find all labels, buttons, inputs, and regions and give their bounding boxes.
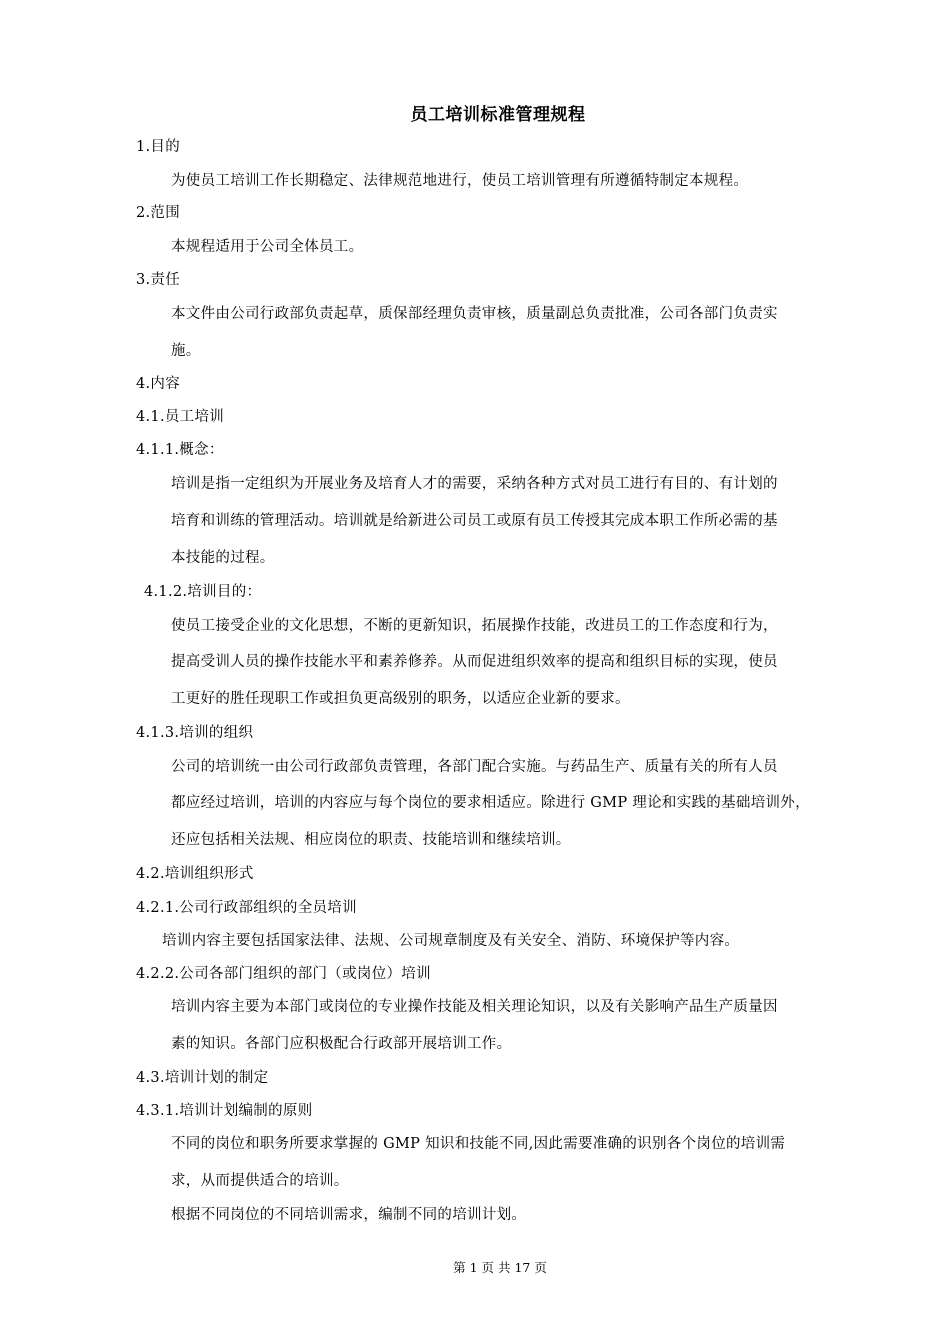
section-heading: 4.1.3.培训的组织 [136, 725, 254, 741]
section-heading: 4.2.培训组织形式 [136, 866, 254, 882]
section-heading: 4.1.员工培训 [136, 409, 225, 425]
section-heading: 4.1.2.培训目的： [144, 584, 262, 600]
paragraph-line: 根据不同岗位的不同培训需求，编制不同的培训计划。 [171, 1207, 527, 1223]
paragraph-line: 培训是指一定组织为开展业务及培育人才的需要，采纳各种方式对员工进行有目的、有计划的 [171, 476, 778, 492]
paragraph-line: 培育和训练的管理活动。培训就是给新进公司员工或原有员工传授其完成本职工作所必需的基 [171, 513, 778, 529]
paragraph-line: 为使员工培训工作长期稳定、法律规范地进行，使员工培训管理有所遵循特制定本规程。 [171, 173, 749, 189]
section-heading: 2.范围 [136, 205, 181, 221]
paragraph-line: 本技能的过程。 [171, 550, 275, 566]
section-heading: 4.内容 [136, 376, 181, 392]
paragraph-line: 施。 [171, 343, 201, 359]
paragraph-line: 培训内容主要包括国家法律、法规、公司规章制度及有关安全、消防、环境保护等内容。 [162, 933, 740, 949]
section-heading: 4.3.1.培训计划编制的原则 [136, 1103, 313, 1119]
paragraph-line: 提高受训人员的操作技能水平和素养修养。从而促进组织效率的提高和组织目标的实现，使员 [171, 654, 778, 670]
section-heading: 1.目的 [136, 139, 181, 155]
paragraph-line: 还应包括相关法规、相应岗位的职责、技能培训和继续培训。 [171, 832, 571, 848]
section-heading: 4.1.1.概念： [136, 442, 224, 458]
paragraph-line: 工更好的胜任现职工作或担负更高级别的职务，以适应企业新的要求。 [171, 691, 630, 707]
paragraph-line: 都应经过培训，培训的内容应与每个岗位的要求相适应。除进行 GMP 理论和实践的基础培训外， [171, 795, 810, 811]
paragraph-line: 培训内容主要为本部门或岗位的专业操作技能及相关理论知识，以及有关影响产品生产质量因 [171, 999, 778, 1015]
section-heading: 3.责任 [136, 272, 181, 288]
paragraph-line: 不同的岗位和职务所要求掌握的 GMP 知识和技能不同,因此需要准确的识别各个岗位的培训需 [171, 1136, 786, 1152]
paragraph-line: 求，从而提供适合的培训。 [171, 1173, 349, 1189]
paragraph-line: 公司的培训统一由公司行政部负责管理，各部门配合实施。与药品生产、质量有关的所有人员 [171, 759, 778, 775]
page-footer: 第 1 页 共 17 页 [453, 1260, 547, 1275]
section-heading: 4.2.1.公司行政部组织的全员培训 [136, 900, 357, 916]
section-heading: 4.2.2.公司各部门组织的部门（或岗位）培训 [136, 966, 431, 982]
paragraph-line: 素的知识。各部门应积极配合行政部开展培训工作。 [171, 1036, 512, 1052]
paragraph-line: 使员工接受企业的文化思想，不断的更新知识，拓展操作技能，改进员工的工作态度和行为， [171, 618, 778, 634]
paragraph-line: 本文件由公司行政部负责起草，质保部经理负责审核，质量副总负责批准，公司各部门负责实 [171, 306, 778, 322]
paragraph-line: 本规程适用于公司全体员工。 [171, 239, 364, 255]
section-heading: 4.3.培训计划的制定 [136, 1070, 269, 1086]
document-title: 员工培训标准管理规程 [410, 105, 586, 125]
